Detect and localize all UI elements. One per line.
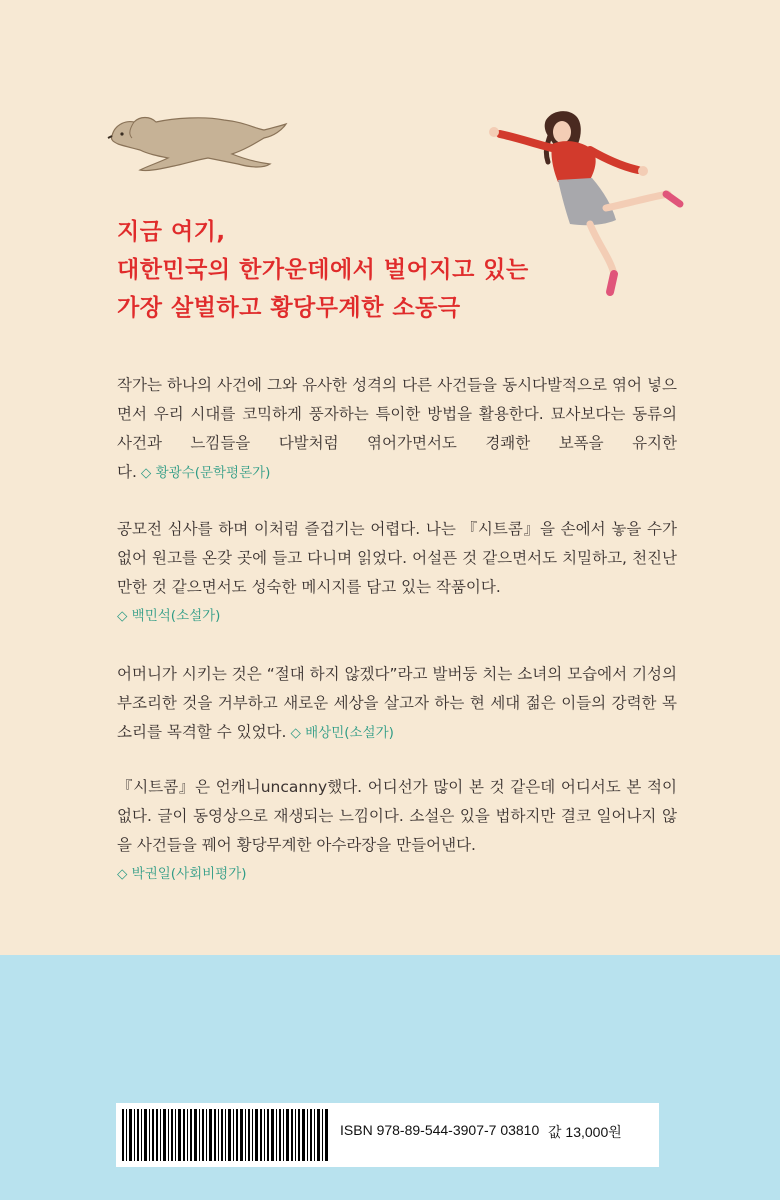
barcode-label xyxy=(116,1103,659,1167)
review-text: 공모전 심사를 하며 이처럼 즐겁기는 어렵다. 나는 『시트콤』을 손에서 놓을 수가 없어 원고를 온갖 곳에 들고 다니며 읽었다. 어설픈 것 같으면서도 치밀하고, 천진난만한 것 같으면서도 성숙한 메시지를 담고 있는 작품이다. xyxy=(117,520,677,596)
headline-line-3: 가장 살벌하고 황당무계한 소동극 xyxy=(117,295,461,321)
review-text: 『시트콤』은 언캐니uncanny했다. 어디선가 많이 본 것 같은데 어디서도 본 적이 없다. 글이 동영상으로 재생되는 느낌이다. 소설은 있을 법하지만 결코 일어나지 않을 사건들을 꿰어 황당무계한 아수라장을 만들어낸다. xyxy=(117,778,677,854)
headline-line-2: 대한민국의 한가운데에서 벌어지고 있는 xyxy=(117,257,529,283)
running-dog-illustration xyxy=(104,108,289,178)
review-credit: ◇ 백민석(소설가) xyxy=(117,608,221,624)
isbn-number: ISBN 978-89-544-3907-7 03810 xyxy=(340,1122,540,1138)
review-2 xyxy=(117,515,677,631)
barcode-icon xyxy=(122,1109,328,1161)
review-4 xyxy=(117,773,677,889)
review-text: 어머니가 시키는 것은 “절대 하지 않겠다”라고 발버둥 치는 소녀의 모습에서 기성의 부조리한 것을 거부하고 새로운 세상을 살고자 하는 현 세대 젊은 이들의 강력한 목소리를 목격할 수 있었다. xyxy=(117,665,677,741)
review-text: 작가는 하나의 사건에 그와 유사한 성격의 다른 사건들을 동시다발적으로 엮어 넣으면서 우리 시대를 코믹하게 풍자하는 특이한 방법을 활용한다. 묘사보다는 동류의 사건과 느낌들을 다발처럼 엮어가면서도 경쾌한 보폭을 유지한다. xyxy=(117,376,677,481)
review-3 xyxy=(117,660,677,748)
review-1 xyxy=(117,371,677,488)
price-label: 값 13,000원 xyxy=(548,1124,622,1140)
headline-line-1: 지금 여기, xyxy=(117,219,226,245)
cover-headline xyxy=(117,213,557,327)
review-credit: ◇ 배상민(소설가) xyxy=(290,725,394,741)
review-credit: ◇ 박권일(사회비평가) xyxy=(117,866,247,882)
review-credit: ◇ 황광수(문학평론가) xyxy=(140,465,271,481)
